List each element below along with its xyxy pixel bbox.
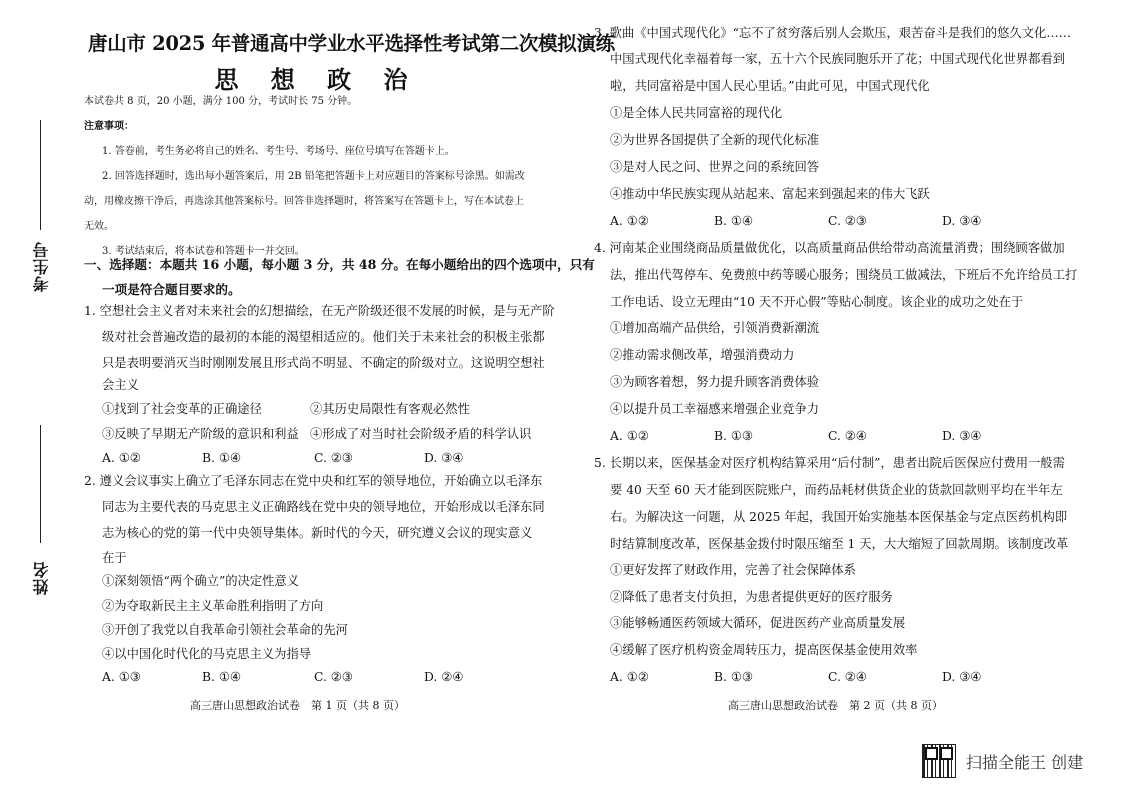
exam-title: 唐山市 2025 年普通高中学业水平选择性考试第二次模拟演练 <box>88 32 615 55</box>
notice-line: 3. 考试结束后，将本试卷和答题卡一并交回。 <box>102 246 305 257</box>
q5-stem: 右。为解决这一问题，从 2025 年起，我国开始实施基本医保基金与定点医药机构即 <box>610 510 1068 524</box>
q1-item: ②其历史局限性有客观必然性 <box>310 402 470 416</box>
q2-stem: 同志为主要代表的马克思主义正确路线在党中央的领导地位，开始形成以毛泽东同 <box>102 500 545 514</box>
q3-item: ④推动中华民族实现从站起来、富起来到强起来的伟大飞跃 <box>610 187 930 201</box>
section-heading: 一项是符合题目要求的。 <box>102 282 241 297</box>
q3-item: ②为世界各国提供了全新的现代化标准 <box>610 133 820 147</box>
q1-option-d: D. ③④ <box>424 451 464 465</box>
q3-options <box>610 208 981 234</box>
notice-line: 1. 答卷前，考生务必将自己的姓名、考生号、考场号、座位号填写在答题卡上。 <box>102 146 455 157</box>
exam-number-line <box>40 120 41 230</box>
q4-options <box>610 423 981 449</box>
q1-option-a: A. ①② <box>102 451 141 465</box>
q4-stem: 工作电话、设立无理由“10 天不开心假”等贴心制度。该企业的成功之处在于 <box>610 295 1024 309</box>
notice-line: 无效。 <box>84 221 114 232</box>
q4-item: ③为顾客着想，努力提升顾客消费体验 <box>610 375 820 389</box>
q2-option-d: D. ②④ <box>424 670 464 684</box>
name-line <box>40 425 41 543</box>
q4-option-d: D. ③④ <box>942 429 982 443</box>
q5-item: ③能够畅通医药领域大循环，促进医药产业高质量发展 <box>610 616 906 630</box>
scanner-watermark <box>922 744 1102 780</box>
page-1 <box>82 0 615 794</box>
q1-stem: 会主义 <box>102 378 139 392</box>
section-heading: 一、选择题：本题共 16 小题，每小题 3 分，共 48 分。在每小题给出的四个选项中，只有 <box>84 257 595 272</box>
q5-option-b: B. ①③ <box>714 670 753 684</box>
notice-line: 动，用橡皮擦干净后，再选涂其他答案标号。回答非选择题时，将答案写在答题卡上，写在本试卷上 <box>84 196 524 207</box>
q4-item: ②推动需求侧改革，增强消费动力 <box>610 348 795 362</box>
q3-item: ③是对人民之问、世界之问的系统回答 <box>610 160 820 174</box>
q4-stem: 4. 河南某企业围绕商品质量做优化，以高质量商品供给带动高流量消费；围绕顾客做加 <box>594 241 1065 255</box>
exam-number-label: 考生号 <box>32 241 51 292</box>
page-1-footer: 高三唐山思想政治试卷 第 1 页（共 8 页） <box>190 699 405 712</box>
q4-option-a: A. ①② <box>610 429 649 443</box>
q5-option-a: A. ①② <box>610 670 649 684</box>
q4-item: ④以提升员工幸福感来增强企业竞争力 <box>610 402 820 416</box>
q2-stem: 志为核心的党的第一代中央领导集体。新时代的今天，研究遵义会议的现实意义 <box>102 526 533 540</box>
q1-option-b: B. ①④ <box>202 451 241 465</box>
q2-option-c: C. ②③ <box>314 670 353 684</box>
subject-title: 思 想 政 治 <box>214 65 420 94</box>
binding-sidebar <box>0 0 82 794</box>
q3-option-c: C. ②③ <box>828 214 867 228</box>
notice-line: 2. 回答选择题时，选出每小题答案后，用 2B 铅笔把答题卡上对应题目的答案标号涂黑。如需改 <box>102 171 525 182</box>
q5-item: ①更好发挥了财政作用，完善了社会保障体系 <box>610 563 856 577</box>
q2-stem: 在于 <box>102 551 127 565</box>
q5-option-d: D. ③④ <box>942 670 982 684</box>
q2-options <box>102 664 463 690</box>
name-label: 姓名 <box>32 561 51 595</box>
q5-item: ④缓解了医疗机构资金周转压力，提高医保基金使用效率 <box>610 643 918 657</box>
q5-stem: 要 40 天至 60 天才能到医院账户，而药品耗材供货企业的货款回款则平均在半年左 <box>610 483 1063 497</box>
page-2-footer: 高三唐山思想政治试卷 第 2 页（共 8 页） <box>728 699 943 712</box>
q3-item: ①是全体人民共同富裕的现代化 <box>610 106 783 120</box>
watermark-text: 扫描全能王 创建 <box>966 753 1084 772</box>
page-2 <box>590 0 1078 794</box>
q3-option-d: D. ③④ <box>942 214 982 228</box>
q1-stem: 只是表明要消灭当时刚刚发展且形式尚不明显、不确定的阶级对立。这说明空想社 <box>102 356 545 370</box>
q2-item: ③开创了我党以自我革命引领社会革命的先河 <box>102 623 348 637</box>
q4-item: ①增加高端产品供给，引领消费新潮流 <box>610 321 820 335</box>
q3-option-b: B. ①④ <box>714 214 753 228</box>
q5-option-c: C. ②④ <box>828 670 867 684</box>
exam-info: 本试卷共 8 页，20 小题，满分 100 分，考试时长 75 分钟。 <box>84 96 358 107</box>
qr-code-icon <box>922 744 956 778</box>
q1-option-c: C. ②③ <box>314 451 353 465</box>
q5-stem: 时结算制度改革，医保基金拨付时限压缩至 1 天，大大缩短了回款周期。该制度改革 <box>610 537 1069 551</box>
q2-stem: 2. 遵义会议事实上确立了毛泽东同志在党中央和红军的领导地位，开始确立以毛泽东 <box>84 474 543 488</box>
q2-item: ②为夺取新民主主义革命胜利指明了方向 <box>102 599 324 613</box>
q1-item: ③反映了早期无产阶级的意识和利益 <box>102 427 299 441</box>
q2-item: ④以中国化时代化的马克思主义为指导 <box>102 647 312 661</box>
q5-stem: 5. 长期以来，医保基金对医疗机构结算采用“后付制”，患者出院后医保应付费用一般需 <box>594 456 1065 470</box>
q3-option-a: A. ①② <box>610 214 649 228</box>
q1-item: ④形成了对当时社会阶级矛盾的科学认识 <box>310 427 532 441</box>
q1-stem: 1. 空想社会主义者对未来社会的幻想描绘，在无产阶级还很不发展的时候，是与无产阶 <box>84 304 555 318</box>
q3-stem: 中国式现代化幸福着每一家，五十六个民族同胞乐开了花；中国式现代化世界都看到 <box>610 52 1065 66</box>
q2-option-a: A. ①③ <box>102 670 141 684</box>
q4-option-b: B. ①③ <box>714 429 753 443</box>
q2-option-b: B. ①④ <box>202 670 241 684</box>
q3-stem: 啦，共同富裕是中国人民心里话。”由此可见，中国式现代化 <box>610 79 930 93</box>
notice-title: 注意事项： <box>84 121 134 132</box>
q4-stem: 法，推出代驾停车、免费煎中药等暖心服务；围绕员工做减法，下班后不允许给员工打 <box>610 268 1078 282</box>
q5-item: ②降低了患者支付负担，为患者提供更好的医疗服务 <box>610 590 893 604</box>
q3-stem: 3. 歌曲《中国式现代化》“忘不了贫穷落后别人会欺压，艰苦奋斗是我们的悠久文化…… <box>594 26 1071 40</box>
q1-item: ①找到了社会变革的正确途径 <box>102 402 262 416</box>
q2-item: ①深刻领悟“两个确立”的决定性意义 <box>102 574 300 588</box>
q1-stem: 级对社会普遍改造的最初的本能的渴望相适应的。他们关于未来社会的积极主张都 <box>102 330 545 344</box>
q4-option-c: C. ②④ <box>828 429 867 443</box>
q5-options <box>610 664 981 690</box>
